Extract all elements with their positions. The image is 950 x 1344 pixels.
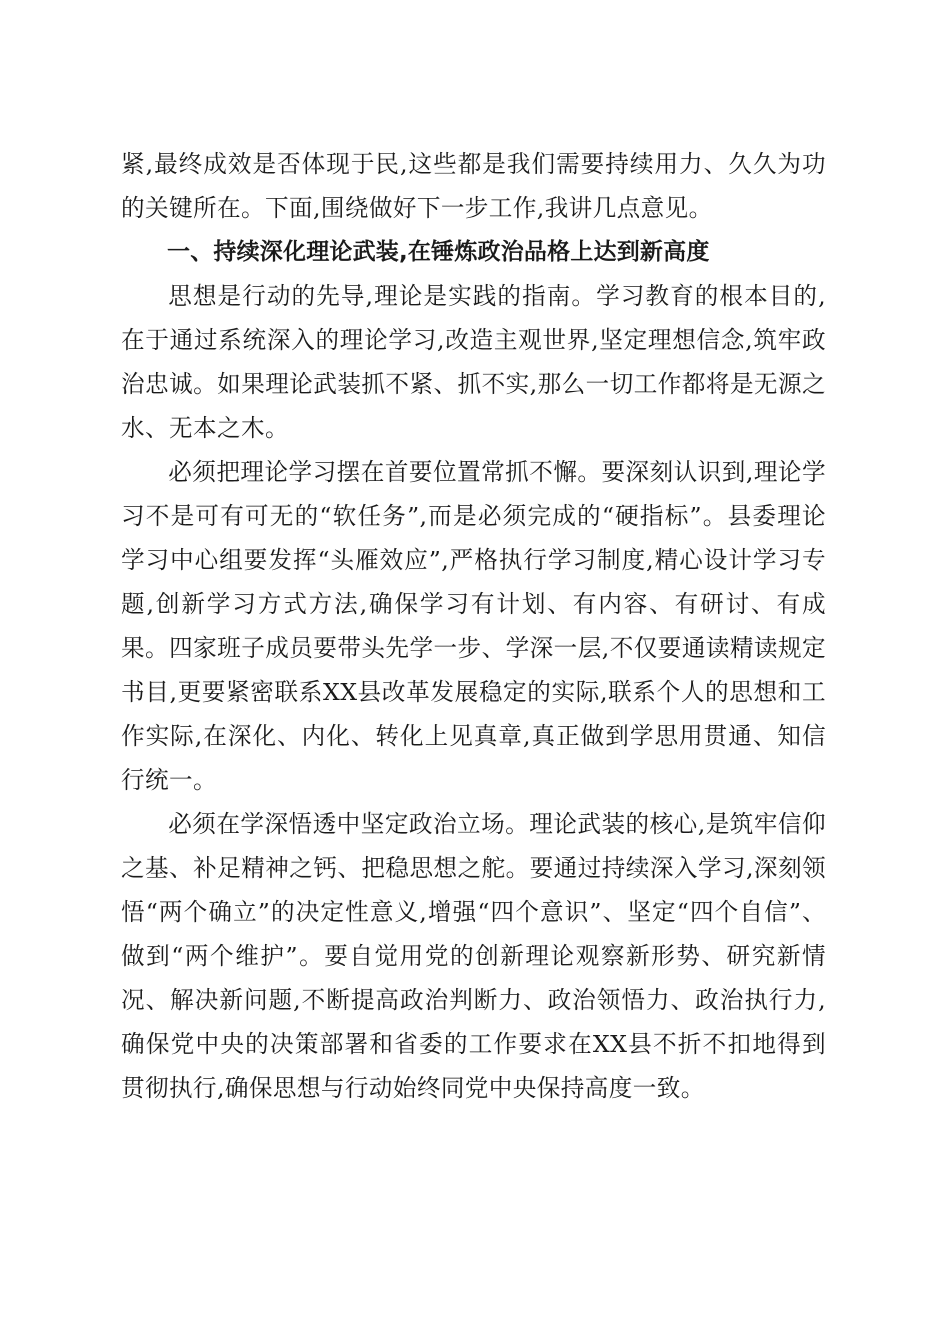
paragraph-continuation: 紧,最终成效是否体现于民,这些都是我们需要持续用力、久久为功的关键所在。下面,围绕做好下一步工作,我讲几点意见。 (121, 150, 826, 222)
paragraph-political-stance: 必须在学深悟透中坚定政治立场。理论武装的核心,是筑牢信仰之基、补足精神之钙、把稳思想之舵。要通过持续深入学习,深刻领悟“两个确立”的决定性意义,增强“四个意识”、坚定“四个自信”、做到“两个维护”。要自觉用党的创新理论观察新形势、研究新情况、解决新问题,不断提高政治判断力、政治领悟力、政治执行力,确保党中央的决策部署和省委的工作要求在XX县不折不扣地得到贯彻执行,确保思想与行动始终同党中央保持高度一致。 (121, 810, 826, 1102)
section-heading: 一、持续深化理论武装,在锤炼政治品格上达到新高度 (167, 239, 710, 265)
document-body (121, 142, 826, 1110)
paragraph-theory-study: 必须把理论学习摆在首要位置常抓不懈。要深刻认识到,理论学习不是可有可无的“软任务”,而是必须完成的“硬指标”。县委理论学习中心组要发挥“头雁效应”,严格执行学习制度,精心设计学习专题,创新学习方式方法,确保学习有计划、有内容、有研讨、有成果。四家班子成员要带头先学一步、学深一层,不仅要通读精读规定书目,更要紧密联系XX县改革发展稳定的实际,联系个人的思想和工作实际,在深化、内化、转化上见真章,真正做到学思用贯通、知信行统一。 (121, 458, 826, 794)
paragraph-intro: 思想是行动的先导,理论是实践的指南。学习教育的根本目的,在于通过系统深入的理论学习,改造主观世界,坚定理想信念,筑牢政治忠诚。如果理论武装抓不紧、抓不实,那么一切工作都将是无源之水、无本之木。 (121, 282, 826, 442)
